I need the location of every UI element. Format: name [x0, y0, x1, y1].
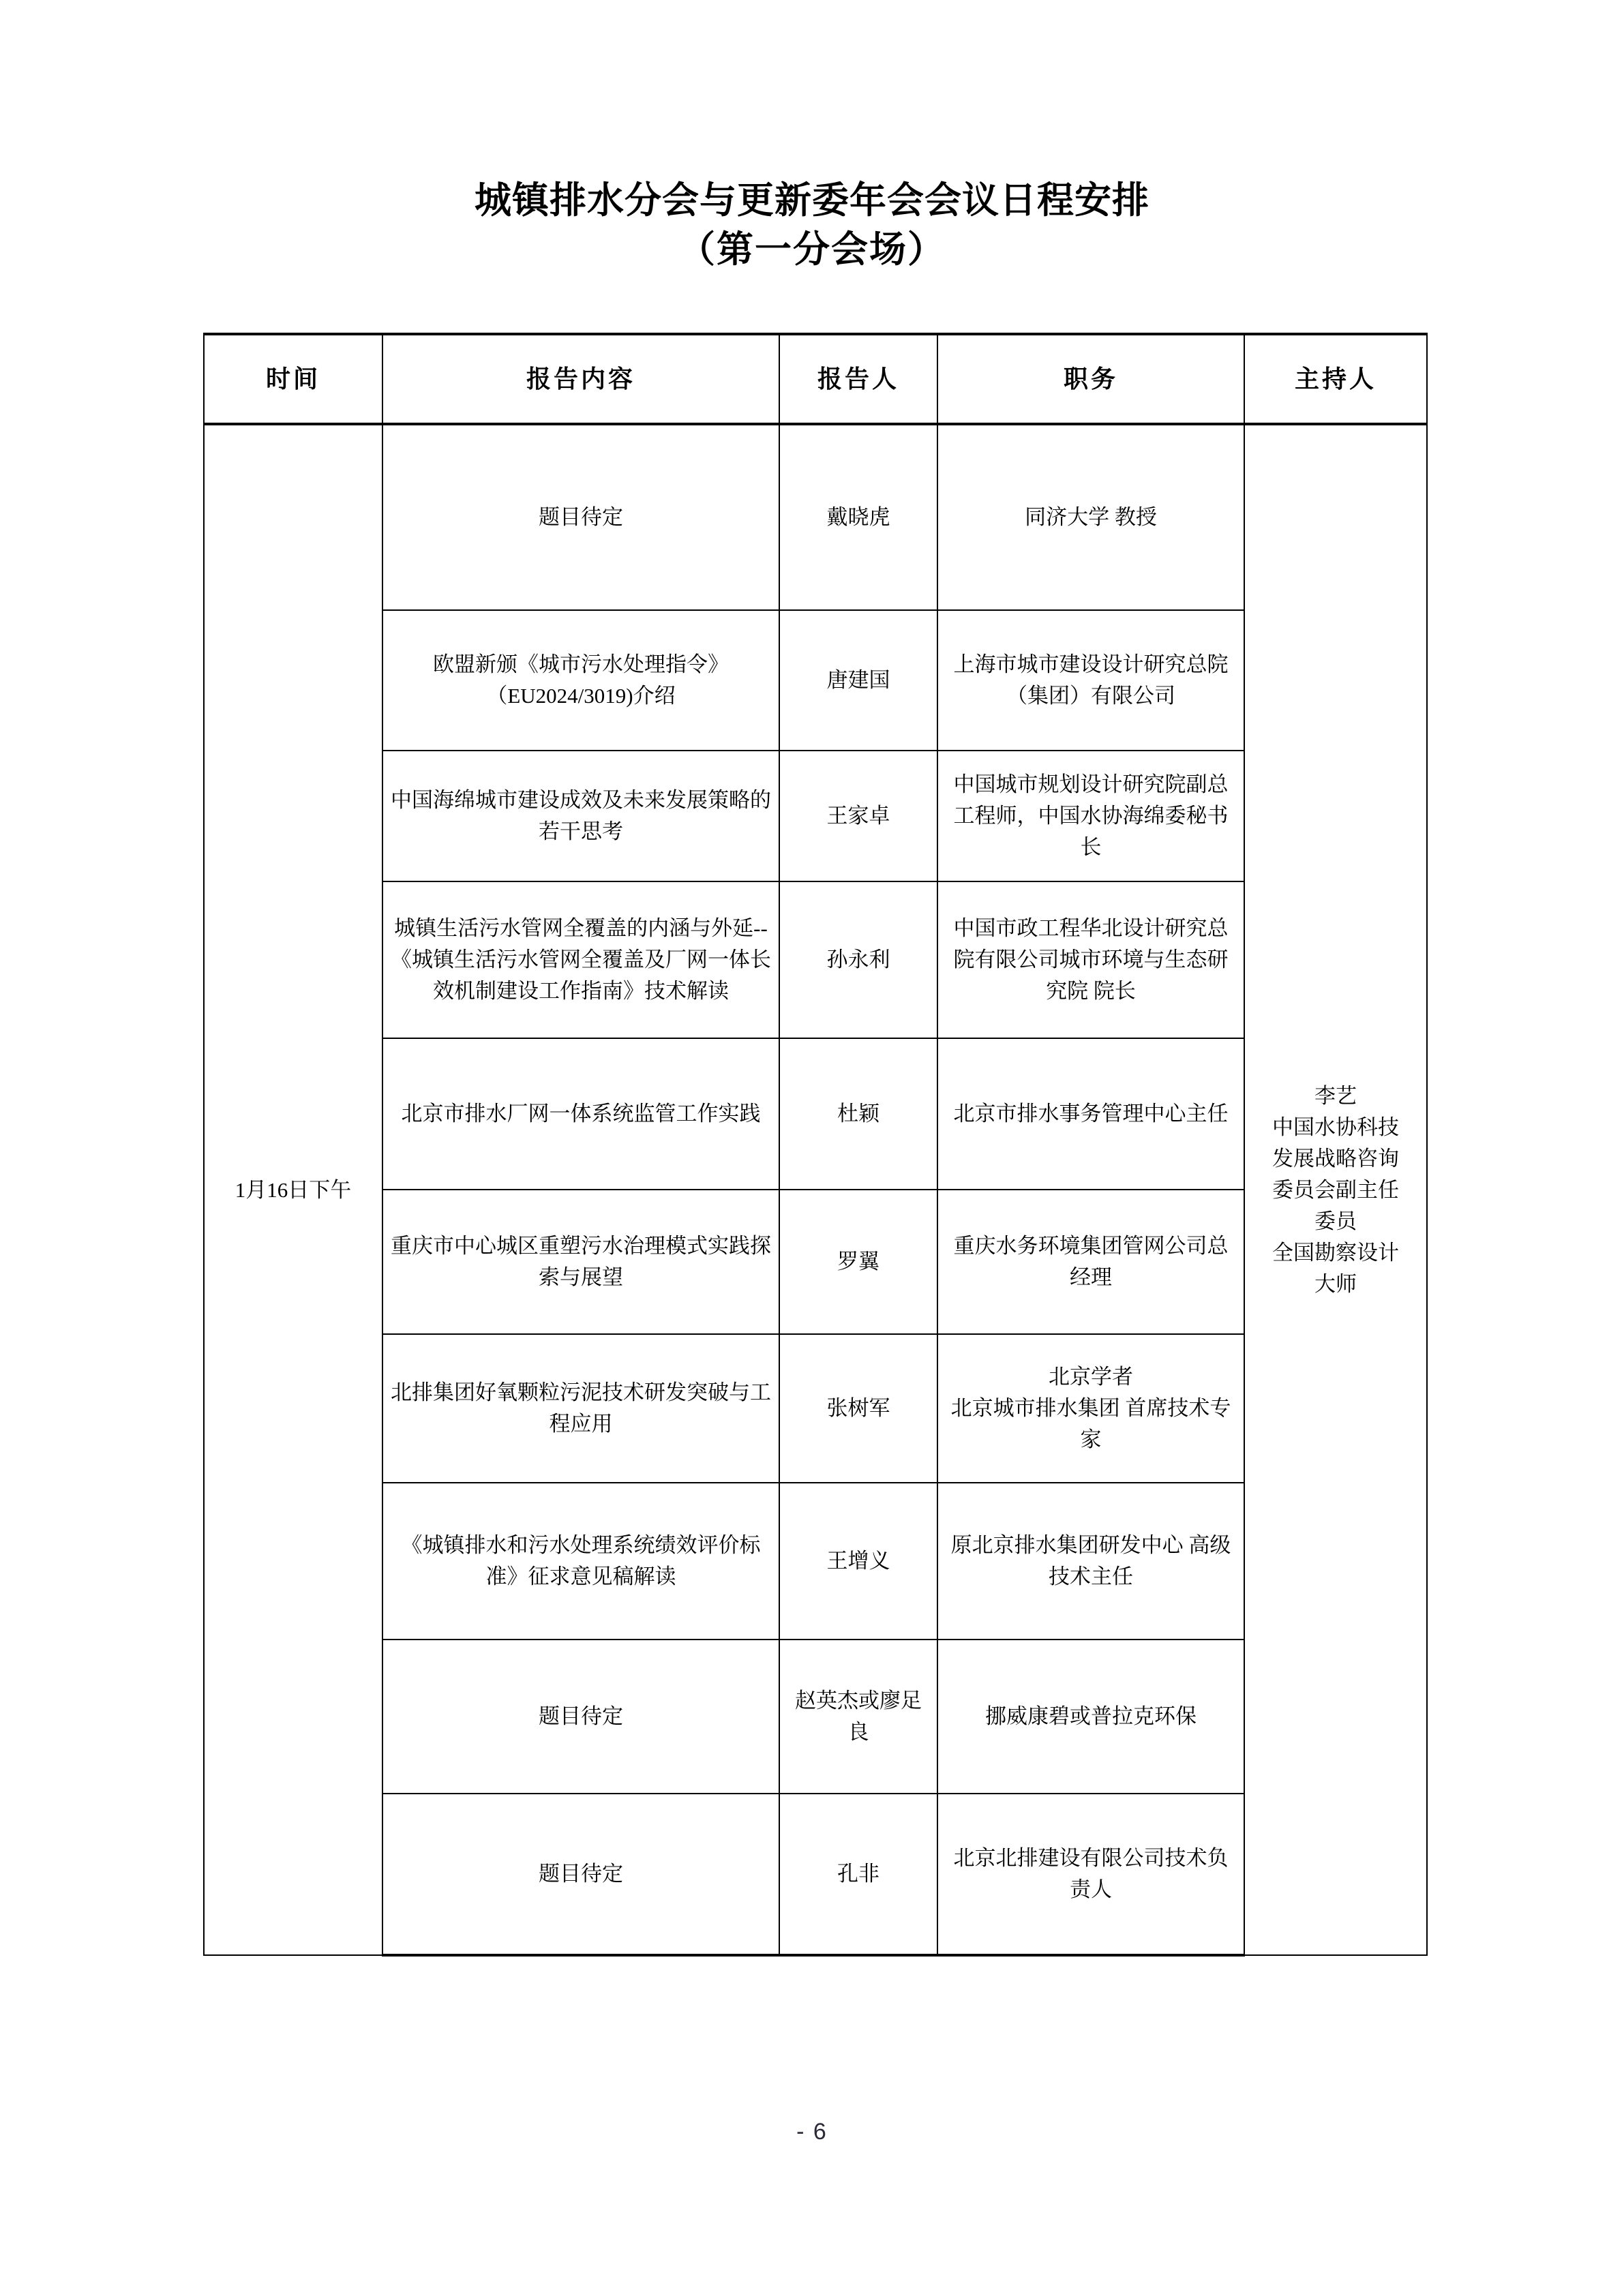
- page-number: - 6: [796, 2119, 828, 2145]
- table-row: [204, 424, 1427, 610]
- header-content: 报告内容: [382, 334, 779, 424]
- agenda-table: [203, 333, 1428, 1957]
- report-speaker: 王增义: [779, 1483, 937, 1640]
- report-position: 中国市政工程华北设计研究总院有限公司城市环境与生态研究院 院长: [937, 881, 1244, 1038]
- title-main: 城镇排水分会与更新委年会会议日程安排: [475, 180, 1149, 221]
- report-content: 题目待定: [382, 1794, 779, 1955]
- table-row: [204, 1483, 1427, 1640]
- table-row: [204, 1334, 1427, 1483]
- header-host: 主持人: [1244, 334, 1427, 424]
- report-content: 《城镇排水和污水处理系统绩效评价标准》征求意见稿解读: [382, 1483, 779, 1640]
- report-speaker: 唐建国: [779, 610, 937, 751]
- report-content: 北京市排水厂网一体系统监管工作实践: [382, 1038, 779, 1190]
- host-line-2: 中国水协科技: [1272, 1115, 1399, 1139]
- report-speaker: 孙永利: [779, 881, 937, 1038]
- report-speaker: 孔非: [779, 1794, 937, 1955]
- report-content: 中国海绵城市建设成效及未来发展策略的若干思考: [382, 751, 779, 881]
- host-line-6: 全国勘察设计: [1272, 1240, 1399, 1265]
- report-position: 挪威康碧或普拉克环保: [937, 1640, 1244, 1794]
- page-title: [0, 176, 1624, 274]
- table-row: [204, 1640, 1427, 1794]
- header-row: [204, 334, 1427, 424]
- table-row: [204, 1190, 1427, 1334]
- table-row: [204, 1794, 1427, 1955]
- report-speaker: 王家卓: [779, 751, 937, 881]
- report-speaker: 戴晓虎: [779, 424, 937, 610]
- table-row: [204, 610, 1427, 751]
- table-body: [204, 424, 1427, 1955]
- report-speaker: 赵英杰或廖足良: [779, 1640, 937, 1794]
- report-position: 上海市城市建设设计研究总院（集团）有限公司: [937, 610, 1244, 751]
- agenda-table-wrapper: [203, 333, 1426, 1957]
- report-content: 题目待定: [382, 1640, 779, 1794]
- host-name: 李艺: [1314, 1083, 1357, 1108]
- report-content: 题目待定: [382, 424, 779, 610]
- report-position: 北京市排水事务管理中心主任: [937, 1038, 1244, 1190]
- report-content: 重庆市中心城区重塑污水治理模式实践探索与展望: [382, 1190, 779, 1334]
- report-speaker: 杜颖: [779, 1038, 937, 1190]
- report-position: 中国城市规划设计研究院副总工程师，中国水协海绵委秘书长: [937, 751, 1244, 881]
- host-cell: [1244, 424, 1427, 1955]
- table-row: [204, 751, 1427, 881]
- report-speaker: 罗翼: [779, 1190, 937, 1334]
- report-speaker: 张树军: [779, 1334, 937, 1483]
- table-row: [204, 1038, 1427, 1190]
- report-position: 重庆水务环境集团管网公司总经理: [937, 1190, 1244, 1334]
- report-position: 北京学者 北京城市排水集团 首席技术专家: [937, 1334, 1244, 1483]
- host-line-3: 发展战略咨询: [1272, 1146, 1399, 1170]
- host-line-4: 委员会副主任: [1272, 1177, 1399, 1202]
- title-sub: （第一分会场）: [678, 229, 946, 270]
- report-position: 同济大学 教授: [937, 424, 1244, 610]
- table-row: [204, 881, 1427, 1038]
- time-cell: 1月16日下午: [204, 424, 382, 1955]
- header-position: 职务: [937, 334, 1244, 424]
- host-line-7: 大师: [1314, 1271, 1357, 1296]
- table-header: [204, 334, 1427, 424]
- report-position: 原北京排水集团研发中心 高级技术主任: [937, 1483, 1244, 1640]
- header-speaker: 报告人: [779, 334, 937, 424]
- report-content: 欧盟新颁《城市污水处理指令》（EU2024/3019)介绍: [382, 610, 779, 751]
- report-content: 北排集团好氧颗粒污泥技术研发突破与工程应用: [382, 1334, 779, 1483]
- report-position: 北京北排建设有限公司技术负责人: [937, 1794, 1244, 1955]
- host-line-5: 委员: [1314, 1209, 1357, 1233]
- report-content: 城镇生活污水管网全覆盖的内涵与外延--《城镇生活污水管网全覆盖及厂网一体长效机制建设工作指南》技术解读: [382, 881, 779, 1038]
- header-time: 时间: [204, 334, 382, 424]
